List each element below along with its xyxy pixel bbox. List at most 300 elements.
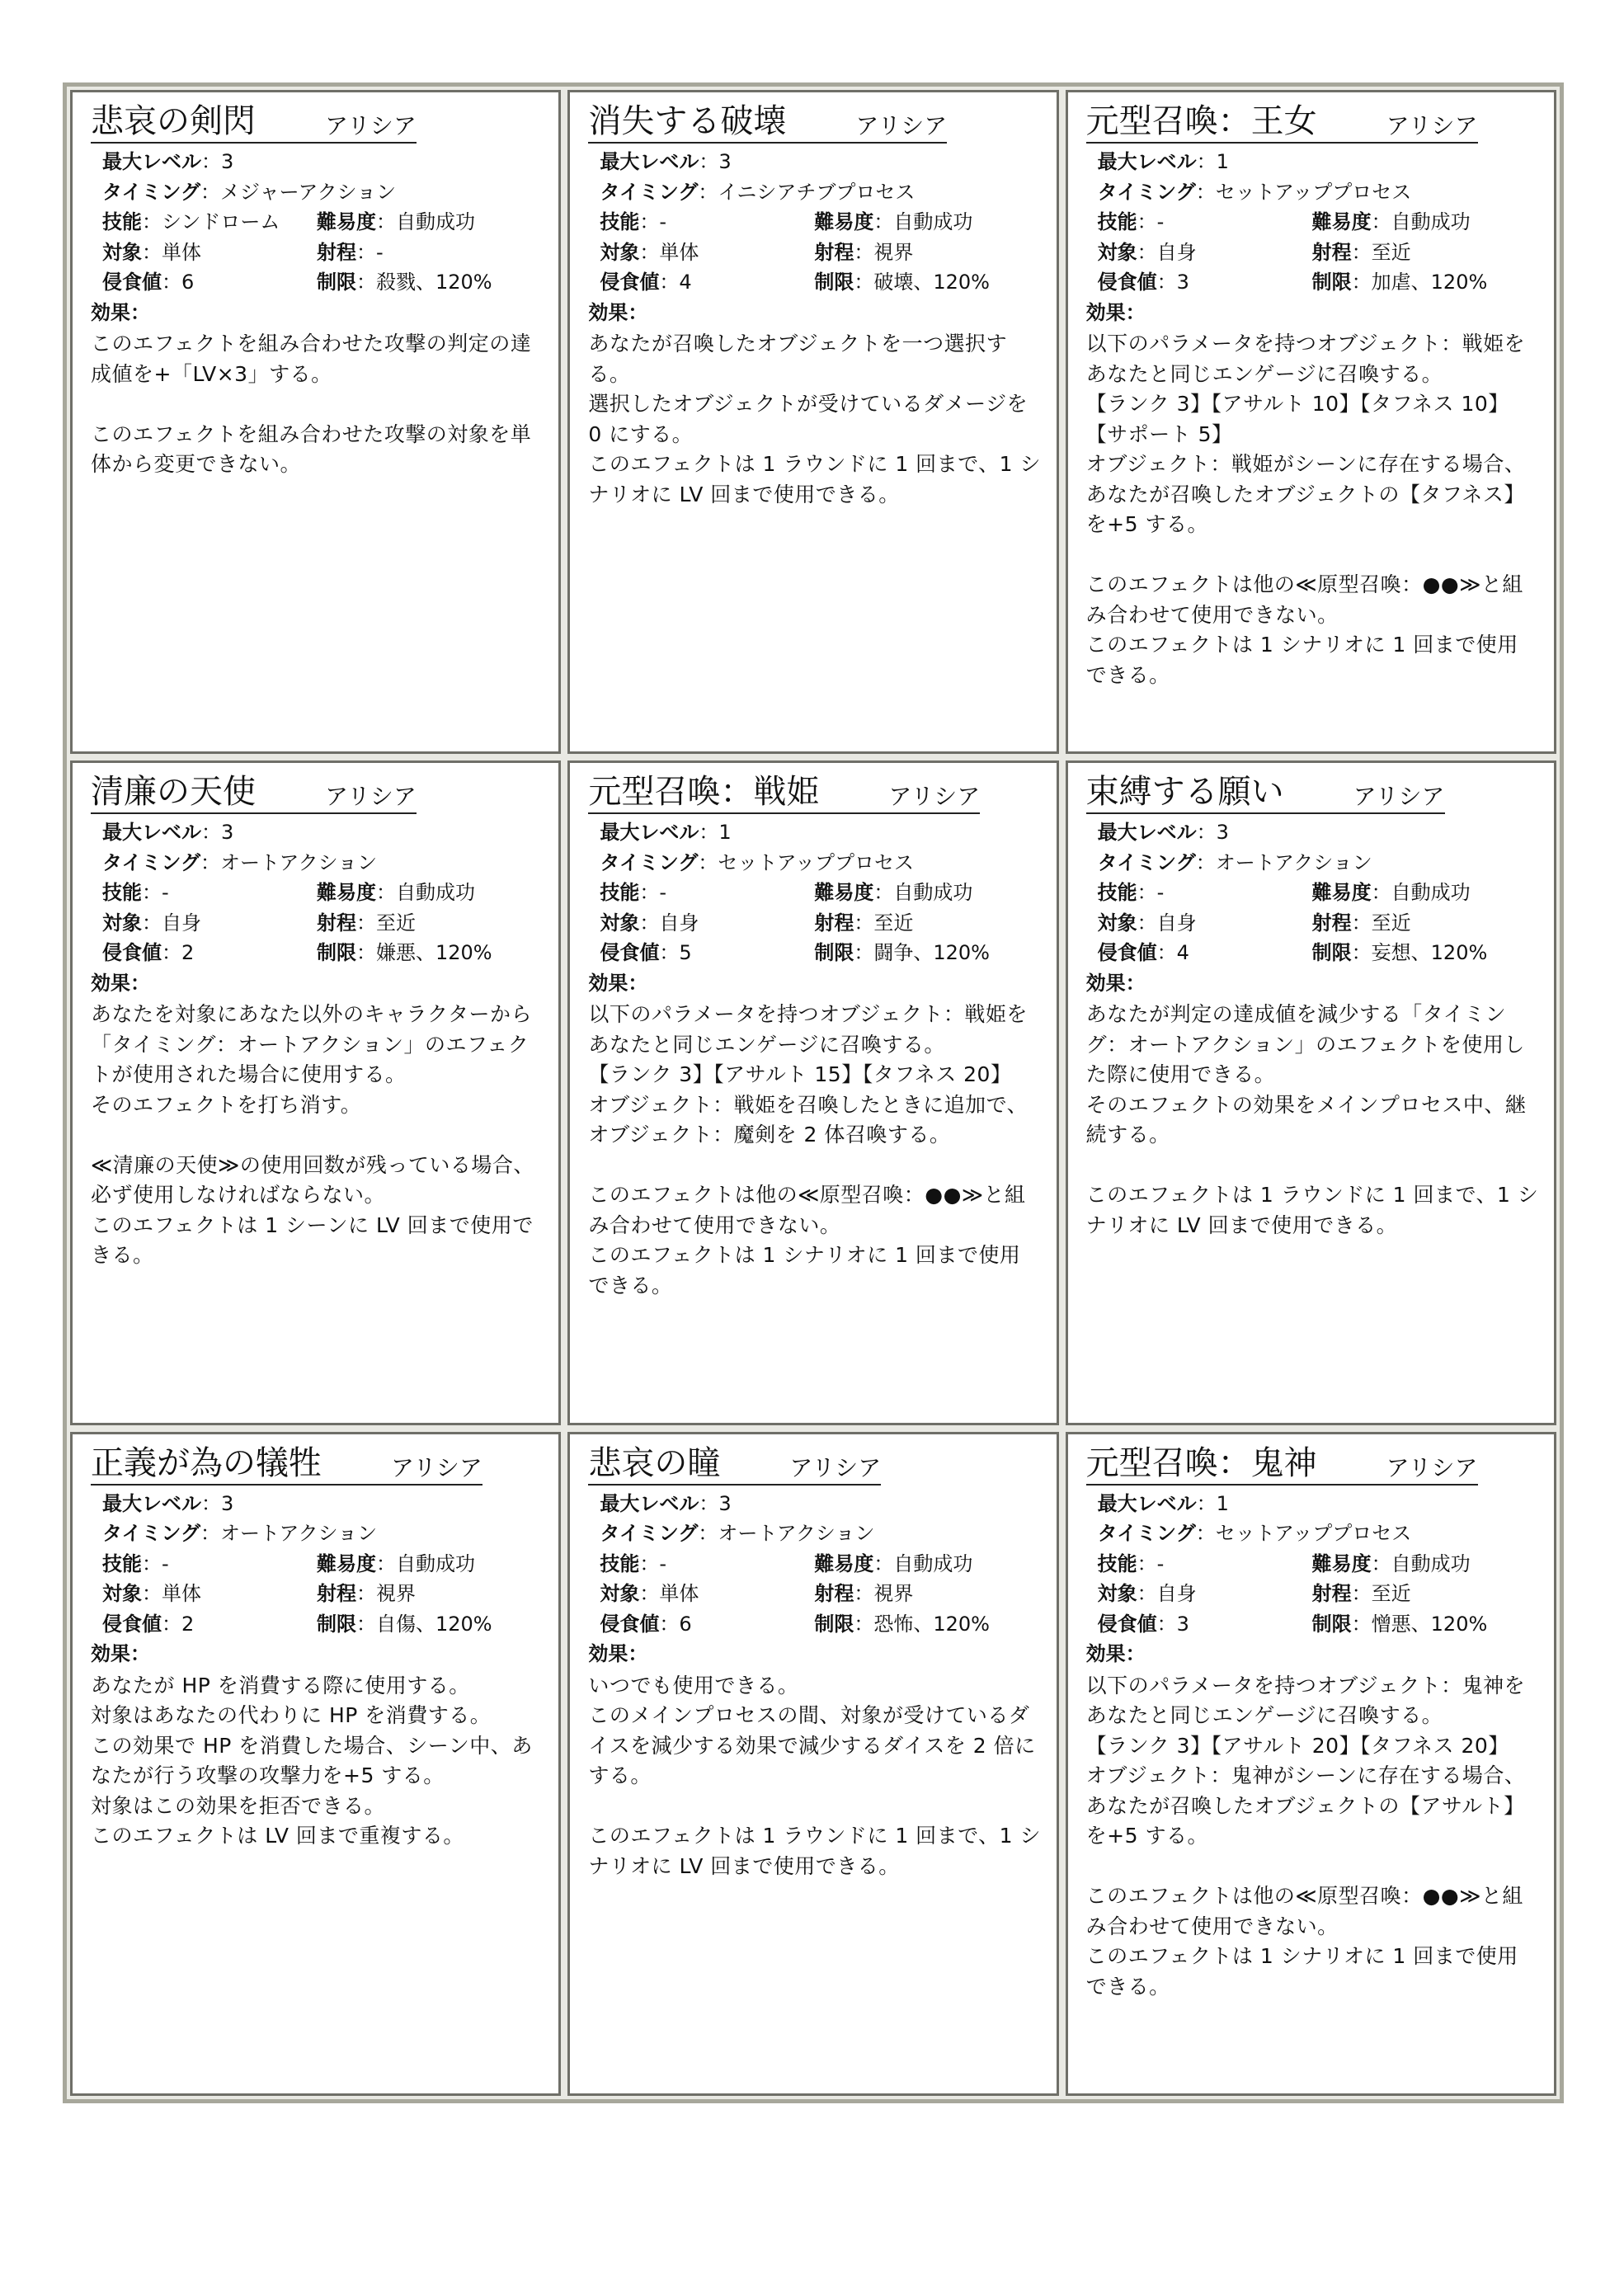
effect-text (588, 1671, 1041, 1882)
separator: ： (1125, 971, 1146, 995)
effect-line: オブジェクト：戦姫を召喚したときに追加で、オブジェクト：魔剣を 2 体召喚する。 (588, 1092, 1029, 1147)
skill-value: - (162, 881, 169, 905)
effect-text (1086, 329, 1539, 690)
separator: ： (628, 1642, 648, 1666)
separator: ： (698, 850, 718, 874)
skill-label: 技能 (600, 881, 640, 905)
timing-row (588, 1518, 1041, 1549)
timing-value: オートアクション (220, 850, 378, 874)
target-label: 対象 (1097, 240, 1137, 264)
max-level-value: 3 (221, 821, 234, 845)
separator: ： (639, 1551, 660, 1575)
effect-line: そのエフェクトの効果をメインプロセス中、継続する。 (1085, 1092, 1527, 1147)
target-label: 対象 (1097, 1582, 1137, 1606)
skill-value: - (659, 210, 666, 233)
difficulty-value: 自動成功 (893, 1551, 973, 1575)
separator: ： (356, 911, 376, 935)
erosion-limit-row (588, 1609, 1041, 1640)
skill-label: 技能 (1097, 881, 1137, 905)
limit-label: 制限 (1311, 941, 1352, 965)
separator: ： (854, 941, 874, 965)
skill-value: - (1156, 881, 1165, 905)
effect-line: いつでも使用できる。 (588, 1673, 799, 1697)
timing-value: メジャーアクション (220, 180, 397, 204)
separator: ： (1156, 1612, 1177, 1636)
skill-label: 技能 (600, 1551, 640, 1575)
separator: ： (1125, 1642, 1146, 1666)
card-header (588, 102, 947, 144)
separator: ： (1195, 850, 1216, 874)
effect-card-4 (70, 760, 561, 1424)
effect-label-row (1086, 298, 1539, 328)
limit-value: 憎悪、120% (1371, 1612, 1488, 1636)
effect-line: このエフェクトは他の≪原型召喚：●●≫と組み合わせて使用できない。 (1085, 572, 1523, 627)
range-label: 射程 (814, 1582, 854, 1606)
timing-row (91, 848, 544, 878)
effect-label: 効果 (1085, 971, 1126, 995)
card-grid (67, 87, 1560, 2099)
max-level-value: 3 (718, 150, 732, 173)
skill-label: 技能 (102, 1551, 142, 1575)
erosion-limit-row (1086, 1609, 1539, 1640)
card-owner: アリシア (1353, 783, 1445, 811)
effect-line: そのエフェクトを打ち消す。 (91, 1092, 362, 1117)
skill-value: - (1156, 1551, 1165, 1575)
effect-line: このエフェクトは 1 シーンに LV 回まで使用できる。 (91, 1212, 534, 1268)
timing-row (1086, 848, 1539, 878)
difficulty-value: 自動成功 (1391, 1551, 1471, 1575)
effect-card-2 (567, 90, 1058, 754)
erosion-limit-row (91, 938, 544, 968)
card-owner: アリシア (789, 1453, 882, 1481)
target-label: 対象 (102, 1582, 142, 1606)
limit-label: 制限 (814, 1612, 854, 1636)
timing-row (588, 177, 1041, 208)
effect-line: このエフェクトは 1 シナリオに 1 回まで使用できる。 (1085, 1944, 1518, 1999)
separator: ： (1125, 300, 1146, 324)
target-range-row (588, 238, 1041, 268)
target-value: 単体 (659, 240, 699, 264)
effect-text (91, 1671, 544, 1852)
separator: ： (1351, 271, 1372, 294)
effect-line: 【ランク 3】【アサルト 15】【タフネス 20】 (588, 1062, 1012, 1087)
limit-value: 殺戮、120% (376, 271, 492, 294)
skill-label: 技能 (1097, 1551, 1137, 1575)
range-label: 射程 (317, 911, 356, 935)
target-range-row (91, 238, 544, 268)
effect-line (91, 389, 544, 420)
separator: ： (854, 1612, 874, 1636)
separator: ： (854, 240, 874, 264)
timing-label: タイミング (1097, 850, 1196, 874)
erosion-label: 侵食値 (600, 941, 660, 965)
timing-label: タイミング (102, 180, 201, 204)
timing-label: タイミング (102, 850, 201, 874)
effect-line (588, 1151, 1041, 1181)
separator: ： (639, 1582, 660, 1606)
card-owner: アリシア (325, 112, 417, 139)
erosion-label: 侵食値 (102, 941, 162, 965)
erosion-limit-row (1086, 267, 1539, 298)
erosion-limit-row (1086, 938, 1539, 968)
card-title: 悲哀の剣閃 (91, 102, 256, 140)
card-owner: アリシア (391, 1453, 482, 1481)
effect-line: 【ランク 3】【アサルト 10】【タフネス 10】【サポート 5】 (1085, 392, 1509, 446)
skill-label: 技能 (102, 210, 142, 233)
card-owner: アリシア (325, 783, 417, 811)
timing-value: セットアッププロセス (718, 850, 914, 874)
erosion-value: 3 (1176, 1612, 1189, 1636)
separator: ： (699, 1491, 719, 1515)
card-owner: アリシア (1386, 1453, 1478, 1481)
card-title: 元型召喚：鬼神 (1085, 1443, 1317, 1482)
separator: ： (200, 850, 221, 874)
effect-line (91, 1120, 544, 1151)
effect-label: 効果 (588, 1642, 628, 1666)
skill-difficulty-row (588, 878, 1041, 908)
limit-label: 制限 (317, 271, 356, 294)
effect-label: 効果 (588, 300, 628, 324)
range-value: 至近 (1371, 1582, 1411, 1606)
card-header (91, 102, 417, 144)
separator: ： (854, 1582, 874, 1606)
card-title: 元型召喚：王女 (1085, 102, 1317, 140)
range-value: 至近 (1371, 240, 1411, 264)
separator: ： (1196, 821, 1217, 845)
separator: ： (659, 271, 680, 294)
skill-label: 技能 (102, 881, 142, 905)
separator: ： (376, 1551, 396, 1575)
skill-difficulty-row (91, 207, 544, 238)
separator: ： (1137, 911, 1157, 935)
skill-difficulty-row (588, 207, 1041, 238)
separator: ： (854, 271, 874, 294)
erosion-value: 6 (181, 271, 195, 294)
separator: ： (699, 821, 719, 845)
separator: ： (1196, 1491, 1217, 1515)
separator: ： (356, 271, 376, 294)
effect-line (1086, 540, 1539, 571)
effect-line: あなたが召喚したオブジェクトを一つ選択する。 (588, 332, 1008, 386)
effect-line: このエフェクトは 1 ラウンドに 1 回まで、1 シナリオに LV 回まで使用できる。 (588, 452, 1042, 506)
separator: ： (873, 1551, 894, 1575)
effect-line: あなたを対象にあなた以外のキャラクターから「タイミング：オートアクション」のエフェクトが使用された場合に使用する。 (91, 1002, 533, 1087)
effect-line: ≪清廉の天使≫の使用回数が残っている場合、必ず使用しなければならない。 (91, 1152, 534, 1208)
effect-line: このエフェクトを組み合わせた攻撃の対象を単体から変更できない。 (91, 421, 532, 476)
limit-value: 恐怖、120% (873, 1612, 990, 1636)
effect-line: このエフェクトは 1 シナリオに 1 回まで使用できる。 (1085, 633, 1518, 687)
separator: ： (659, 1612, 680, 1636)
effect-text (91, 329, 544, 480)
difficulty-label: 難易度 (317, 881, 376, 905)
card-owner: アリシア (888, 783, 981, 811)
separator: ： (1156, 271, 1177, 294)
card-title: 消失する破壊 (588, 102, 787, 140)
effect-label-row (91, 968, 544, 999)
effect-label-row (91, 298, 544, 328)
erosion-limit-row (91, 1609, 544, 1640)
erosion-limit-row (91, 267, 544, 298)
difficulty-label: 難易度 (814, 881, 874, 905)
erosion-limit-row (588, 938, 1041, 968)
skill-value: - (1156, 210, 1165, 233)
effect-line: オブジェクト：戦姫がシーンに存在する場合、あなたが召喚したオブジェクトの【タフネス】を+5 する。 (1085, 452, 1526, 536)
effect-label-row (588, 968, 1041, 999)
max-level-label: 最大レベル (1097, 150, 1197, 173)
effect-label-row (1086, 968, 1539, 999)
separator: ： (1137, 210, 1157, 233)
range-value: 至近 (376, 911, 416, 935)
range-label: 射程 (1311, 240, 1352, 264)
separator: ： (1195, 180, 1216, 204)
max-level-label: 最大レベル (102, 150, 201, 173)
effect-line: 以下のパラメータを持つオブジェクト：戦姫をあなたと同じエンゲージに召喚する。 (1085, 332, 1526, 386)
effect-line: 以下のパラメータを持つオブジェクト：鬼神をあなたと同じエンゲージに召喚する。 (1085, 1673, 1526, 1728)
range-label: 射程 (1311, 911, 1352, 935)
separator: ： (356, 240, 376, 264)
skill-label: 技能 (600, 210, 640, 233)
separator: ： (200, 1522, 221, 1546)
separator: ： (698, 1522, 718, 1546)
effect-card-1 (70, 90, 561, 754)
card-header (91, 1444, 482, 1486)
separator: ： (873, 881, 894, 905)
timing-row (588, 848, 1041, 878)
separator: ： (639, 240, 660, 264)
separator: ： (376, 210, 396, 233)
separator: ： (201, 1491, 221, 1515)
separator: ： (356, 941, 376, 965)
limit-label: 制限 (814, 271, 854, 294)
difficulty-value: 自動成功 (1391, 881, 1471, 905)
effect-card-3 (1066, 90, 1556, 754)
target-value: 単体 (162, 240, 201, 264)
erosion-label: 侵食値 (1097, 941, 1157, 965)
range-label: 射程 (1311, 1582, 1352, 1606)
separator: ： (659, 941, 680, 965)
skill-value: - (659, 881, 666, 905)
range-value: 至近 (1371, 911, 1411, 935)
separator: ： (1351, 911, 1372, 935)
range-value: 至近 (873, 911, 914, 935)
range-value: 視界 (873, 240, 914, 264)
separator: ： (201, 821, 221, 845)
max-level-value: 3 (718, 1491, 732, 1515)
max-level-label: 最大レベル (600, 150, 699, 173)
effect-card-5 (567, 760, 1058, 1424)
difficulty-label: 難易度 (814, 210, 874, 233)
timing-value: オートアクション (718, 1522, 875, 1546)
erosion-label: 侵食値 (1097, 271, 1157, 294)
card-header (1086, 1444, 1478, 1486)
timing-value: オートアクション (1215, 850, 1372, 874)
erosion-label: 侵食値 (1097, 1612, 1157, 1636)
separator: ： (142, 1582, 162, 1606)
limit-label: 制限 (317, 1612, 356, 1636)
erosion-limit-row (588, 267, 1041, 298)
separator: ： (628, 300, 648, 324)
card-header (1086, 102, 1478, 144)
timing-label: タイミング (1097, 180, 1196, 204)
separator: ： (1156, 941, 1177, 965)
effect-line: あなたが HP を消費する際に使用する。 (91, 1673, 470, 1697)
max-level-row (588, 1489, 1041, 1519)
separator: ： (699, 150, 719, 173)
card-title: 悲哀の瞳 (588, 1443, 721, 1482)
timing-row (1086, 1518, 1539, 1549)
timing-value: セットアッププロセス (1215, 1522, 1412, 1546)
range-value: 視界 (873, 1582, 914, 1606)
range-value: 視界 (376, 1582, 416, 1606)
effect-label-row (91, 1639, 544, 1669)
card-owner: アリシア (1386, 112, 1478, 139)
difficulty-value: 自動成功 (893, 210, 973, 233)
effect-line (1086, 1852, 1539, 1882)
separator: ： (1137, 1551, 1157, 1575)
difficulty-label: 難易度 (317, 210, 376, 233)
erosion-value: 5 (679, 941, 692, 965)
limit-value: 加虐、120% (1371, 271, 1488, 294)
limit-value: 嫌悪、120% (376, 941, 492, 965)
card-header (1086, 773, 1445, 814)
separator: ： (130, 1642, 150, 1666)
target-label: 対象 (102, 240, 142, 264)
effect-line: このエフェクトは 1 シナリオに 1 回まで使用できる。 (588, 1243, 1021, 1297)
range-label: 射程 (814, 911, 854, 935)
max-level-label: 最大レベル (1097, 1491, 1197, 1515)
separator: ： (356, 1612, 376, 1636)
range-value: - (376, 240, 384, 264)
skill-difficulty-row (1086, 1549, 1539, 1580)
timing-row (1086, 177, 1539, 208)
separator: ： (162, 271, 181, 294)
range-label: 射程 (317, 240, 356, 264)
effect-line: このエフェクトは他の≪原型召喚：●●≫と組み合わせて使用できない。 (588, 1183, 1026, 1237)
separator: ： (1137, 1582, 1157, 1606)
max-level-row (1086, 147, 1539, 177)
difficulty-value: 自動成功 (1391, 210, 1471, 233)
target-label: 対象 (1097, 911, 1137, 935)
effect-text (588, 1000, 1041, 1301)
separator: ： (628, 971, 648, 995)
effect-line: 対象はこの効果を拒否できる。 (91, 1793, 386, 1818)
skill-difficulty-row (1086, 207, 1539, 238)
target-label: 対象 (600, 911, 640, 935)
effect-label-row (1086, 1639, 1539, 1669)
timing-label: タイミング (1097, 1522, 1196, 1546)
separator: ： (142, 1551, 162, 1575)
separator: ： (1137, 240, 1157, 264)
max-level-label: 最大レベル (102, 821, 201, 845)
difficulty-value: 自動成功 (396, 210, 475, 233)
max-level-label: 最大レベル (600, 1491, 699, 1515)
skill-difficulty-row (1086, 878, 1539, 908)
effect-card-9 (1066, 1432, 1556, 2096)
target-range-row (588, 908, 1041, 939)
separator: ： (1371, 210, 1391, 233)
effect-card-6 (1066, 760, 1556, 1424)
effect-label-row (588, 1639, 1041, 1669)
target-label: 対象 (600, 1582, 640, 1606)
card-title: 元型召喚：戦姫 (588, 773, 820, 812)
target-label: 対象 (600, 240, 640, 264)
separator: ： (639, 210, 660, 233)
max-level-value: 3 (1216, 821, 1229, 845)
difficulty-label: 難易度 (1311, 881, 1372, 905)
separator: ： (162, 1612, 181, 1636)
effect-label: 効果 (1085, 1642, 1126, 1666)
effect-line (588, 1792, 1041, 1822)
effect-line: この効果で HP を消費した場合、シーン中、あなたが行う攻撃の攻撃力を+5 する。 (91, 1733, 533, 1788)
limit-value: 妄想、120% (1371, 941, 1488, 965)
card-header (91, 773, 417, 814)
separator: ： (201, 150, 221, 173)
effect-line: 選択したオブジェクトが受けているダメージを 0 にする。 (588, 392, 1029, 446)
max-level-label: 最大レベル (102, 1491, 201, 1515)
target-value: 単体 (162, 1582, 201, 1606)
max-level-value: 3 (221, 150, 234, 173)
separator: ： (1351, 941, 1372, 965)
max-level-label: 最大レベル (600, 821, 699, 845)
separator: ： (1137, 881, 1157, 905)
timing-value: イニシアチブプロセス (718, 180, 916, 204)
timing-value: セットアッププロセス (1215, 180, 1412, 204)
card-header (588, 1444, 881, 1486)
erosion-value: 2 (181, 1612, 195, 1636)
separator: ： (356, 1582, 376, 1606)
erosion-value: 4 (1176, 941, 1189, 965)
target-value: 自身 (1156, 240, 1197, 264)
separator: ： (162, 941, 181, 965)
limit-value: 破壊、120% (873, 271, 990, 294)
target-range-row (91, 908, 544, 939)
limit-label: 制限 (317, 941, 356, 965)
effect-label-row (588, 298, 1041, 328)
separator: ： (1351, 1582, 1372, 1606)
effect-line: このメインプロセスの間、対象が受けているダイスを減少する効果で減少するダイスを 2 倍にする。 (588, 1703, 1036, 1788)
limit-value: 闘争、120% (873, 941, 990, 965)
separator: ： (1196, 150, 1217, 173)
skill-difficulty-row (91, 1549, 544, 1580)
separator: ： (639, 881, 660, 905)
skill-value: - (162, 1551, 169, 1575)
max-level-row (91, 1489, 544, 1519)
target-value: 自身 (659, 911, 699, 935)
target-value: 単体 (659, 1582, 699, 1606)
effect-line: このエフェクトは 1 ラウンドに 1 回まで、1 シナリオに LV 回まで使用できる。 (588, 1824, 1042, 1878)
range-label: 射程 (317, 1582, 356, 1606)
effect-label: 効果 (91, 1642, 130, 1666)
separator: ： (130, 971, 150, 995)
limit-label: 制限 (814, 941, 854, 965)
erosion-label: 侵食値 (600, 1612, 660, 1636)
effect-line: このエフェクトは他の≪原型召喚：●●≫と組み合わせて使用できない。 (1085, 1884, 1523, 1938)
max-level-row (91, 817, 544, 848)
separator: ： (873, 210, 894, 233)
difficulty-label: 難易度 (1311, 1551, 1372, 1575)
separator: ： (1351, 240, 1372, 264)
skill-difficulty-row (91, 878, 544, 908)
effect-text (91, 1000, 544, 1271)
effect-card-7 (70, 1432, 561, 2096)
separator: ： (1195, 1522, 1216, 1546)
card-title: 束縛する願い (1085, 773, 1284, 812)
timing-label: タイミング (600, 180, 699, 204)
effect-line: このエフェクトを組み合わせた攻撃の判定の達成値を+「LV×3」する。 (91, 332, 532, 386)
erosion-value: 3 (1176, 271, 1189, 294)
max-level-row (1086, 1489, 1539, 1519)
separator: ： (639, 911, 660, 935)
